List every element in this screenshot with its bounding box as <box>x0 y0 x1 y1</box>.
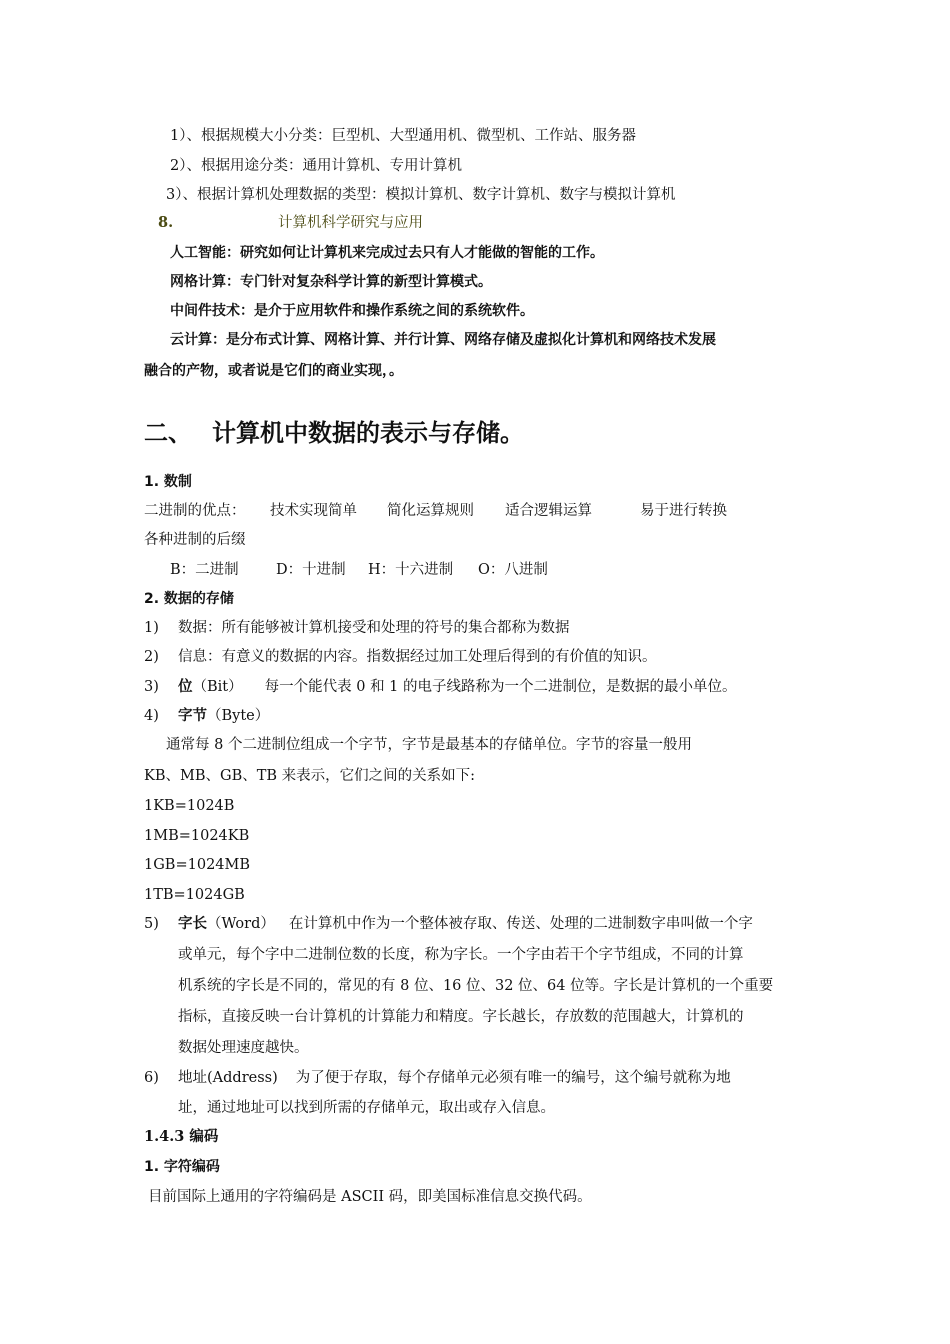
storage-item-1-text: 数据：所有能够被计算机接受和处理的符号的集合都称为数据 <box>178 620 570 636</box>
suffix-decimal: D：十进制 <box>276 562 346 578</box>
char-encoding-heading: 1. 字符编码 <box>144 1159 220 1175</box>
storage-item-2-number: 2) <box>144 649 159 665</box>
unit-mb: 1MB=1024KB <box>144 828 250 844</box>
unit-tb: 1TB=1024GB <box>144 887 245 903</box>
binary-advantage-3: 适合逻辑运算 <box>505 503 592 519</box>
storage-item-4 <box>178 706 269 726</box>
suffix-binary: B：二进制 <box>170 562 239 578</box>
cloud-definition-line-1: 云计算：是分布式计算、网格计算、并行计算、网络存储及虚拟化计算机和网络技术发展 <box>170 332 716 348</box>
unit-kb: 1KB=1024B <box>144 798 235 814</box>
byte-description-line-2: KB、MB、GB、TB 来表示，它们之间的关系如下: <box>144 768 476 784</box>
word-definition-line-1: 在计算机中作为一个整体被存取、传送、处理的二进制数字串叫做一个字 <box>288 916 753 932</box>
storage-item-6 <box>178 1068 731 1088</box>
storage-heading: 2. 数据的存储 <box>144 591 234 607</box>
suffix-heading: 各种进制的后缀 <box>144 532 246 548</box>
chapter-number: 二、 <box>144 419 192 447</box>
binary-advantage-2: 简化运算规则 <box>387 503 474 519</box>
address-definition-line-1: 为了便于存取，每个存储单元必须有唯一的编号，这个编号就称为地 <box>295 1070 731 1086</box>
word-definition-line-5: 数据处理速度越快。 <box>178 1040 309 1056</box>
storage-item-6-number: 6) <box>144 1070 159 1086</box>
middleware-definition: 中间件技术：是介于应用软件和操作系统之间的系统软件。 <box>170 303 534 319</box>
suffix-hex: H：十六进制 <box>368 562 454 578</box>
word-term: 字长 <box>178 916 207 932</box>
storage-item-5 <box>178 914 753 934</box>
binary-advantages-label: 二进制的优点： <box>144 503 246 519</box>
numeral-heading: 1. 数制 <box>144 474 192 490</box>
word-definition-line-3: 机系统的字长是不同的，常见的有 8 位、16 位、32 位、64 位等。字长是计算机的一个重要 <box>178 978 774 994</box>
encoding-heading: 1.4.3 编码 <box>144 1128 219 1145</box>
classification-item-2: 2）、根据用途分类：通用计算机、专用计算机 <box>170 158 462 174</box>
chapter-title: 计算机中数据的表示与存储。 <box>212 419 524 447</box>
address-term: 地址(Address) <box>178 1070 278 1086</box>
word-definition-line-4: 指标，直接反映一台计算机的计算能力和精度。字长越长，存放数的范围越大，计算机的 <box>178 1009 744 1025</box>
suffix-octal: O：八进制 <box>478 562 548 578</box>
storage-item-4-number: 4) <box>144 708 159 724</box>
ascii-description: 目前国际上通用的字符编码是 ASCII 码，即美国标准信息交换代码。 <box>148 1189 592 1205</box>
classification-item-3: 3）、根据计算机处理数据的类型：模拟计算机、数字计算机、数字与模拟计算机 <box>166 187 676 203</box>
storage-item-3 <box>178 677 737 697</box>
word-definition-line-2: 或单元，每个字中二进制位数的长度，称为字长。一个字由若干个字节组成，不同的计算 <box>178 947 744 963</box>
grid-computing-definition: 网格计算：专门针对复杂科学计算的新型计算模式。 <box>170 274 492 290</box>
bit-definition: 每一个能代表 0 和 1 的电子线路称为一个二进制位，是数据的最小单位。 <box>264 679 737 695</box>
binary-advantage-1: 技术实现简单 <box>270 503 357 519</box>
byte-english: （Byte） <box>207 708 270 724</box>
classification-item-1: 1）、根据规模大小分类：巨型机、大型通用机、微型机、工作站、服务器 <box>170 128 636 144</box>
cloud-definition-line-2: 融合的产物，或者说是它们的商业实现，。 <box>144 363 403 379</box>
storage-item-1-number: 1) <box>144 620 159 636</box>
storage-item-5-number: 5) <box>144 916 159 932</box>
section-8-number: 8. <box>158 214 174 231</box>
bit-english: （Bit） <box>192 679 243 695</box>
storage-item-2-text: 信息：有意义的数据的内容。指数据经过加工处理后得到的有价值的知识。 <box>178 649 657 665</box>
unit-gb: 1GB=1024MB <box>144 857 251 873</box>
byte-term: 字节 <box>178 708 207 724</box>
binary-advantage-4: 易于进行转换 <box>640 503 727 519</box>
storage-item-3-number: 3) <box>144 679 159 695</box>
ai-definition: 人工智能：研究如何让计算机来完成过去只有人才能做的智能的工作。 <box>170 245 604 261</box>
section-8-title: 计算机科学研究与应用 <box>278 215 423 231</box>
bit-term: 位 <box>178 679 193 695</box>
address-definition-line-2: 址，通过地址可以找到所需的存储单元，取出或存入信息。 <box>178 1100 555 1116</box>
word-english: （Word） <box>207 916 275 932</box>
byte-description-line-1: 通常每 8 个二进制位组成一个字节，字节是最基本的存储单位。字节的容量一般用 <box>166 737 692 753</box>
